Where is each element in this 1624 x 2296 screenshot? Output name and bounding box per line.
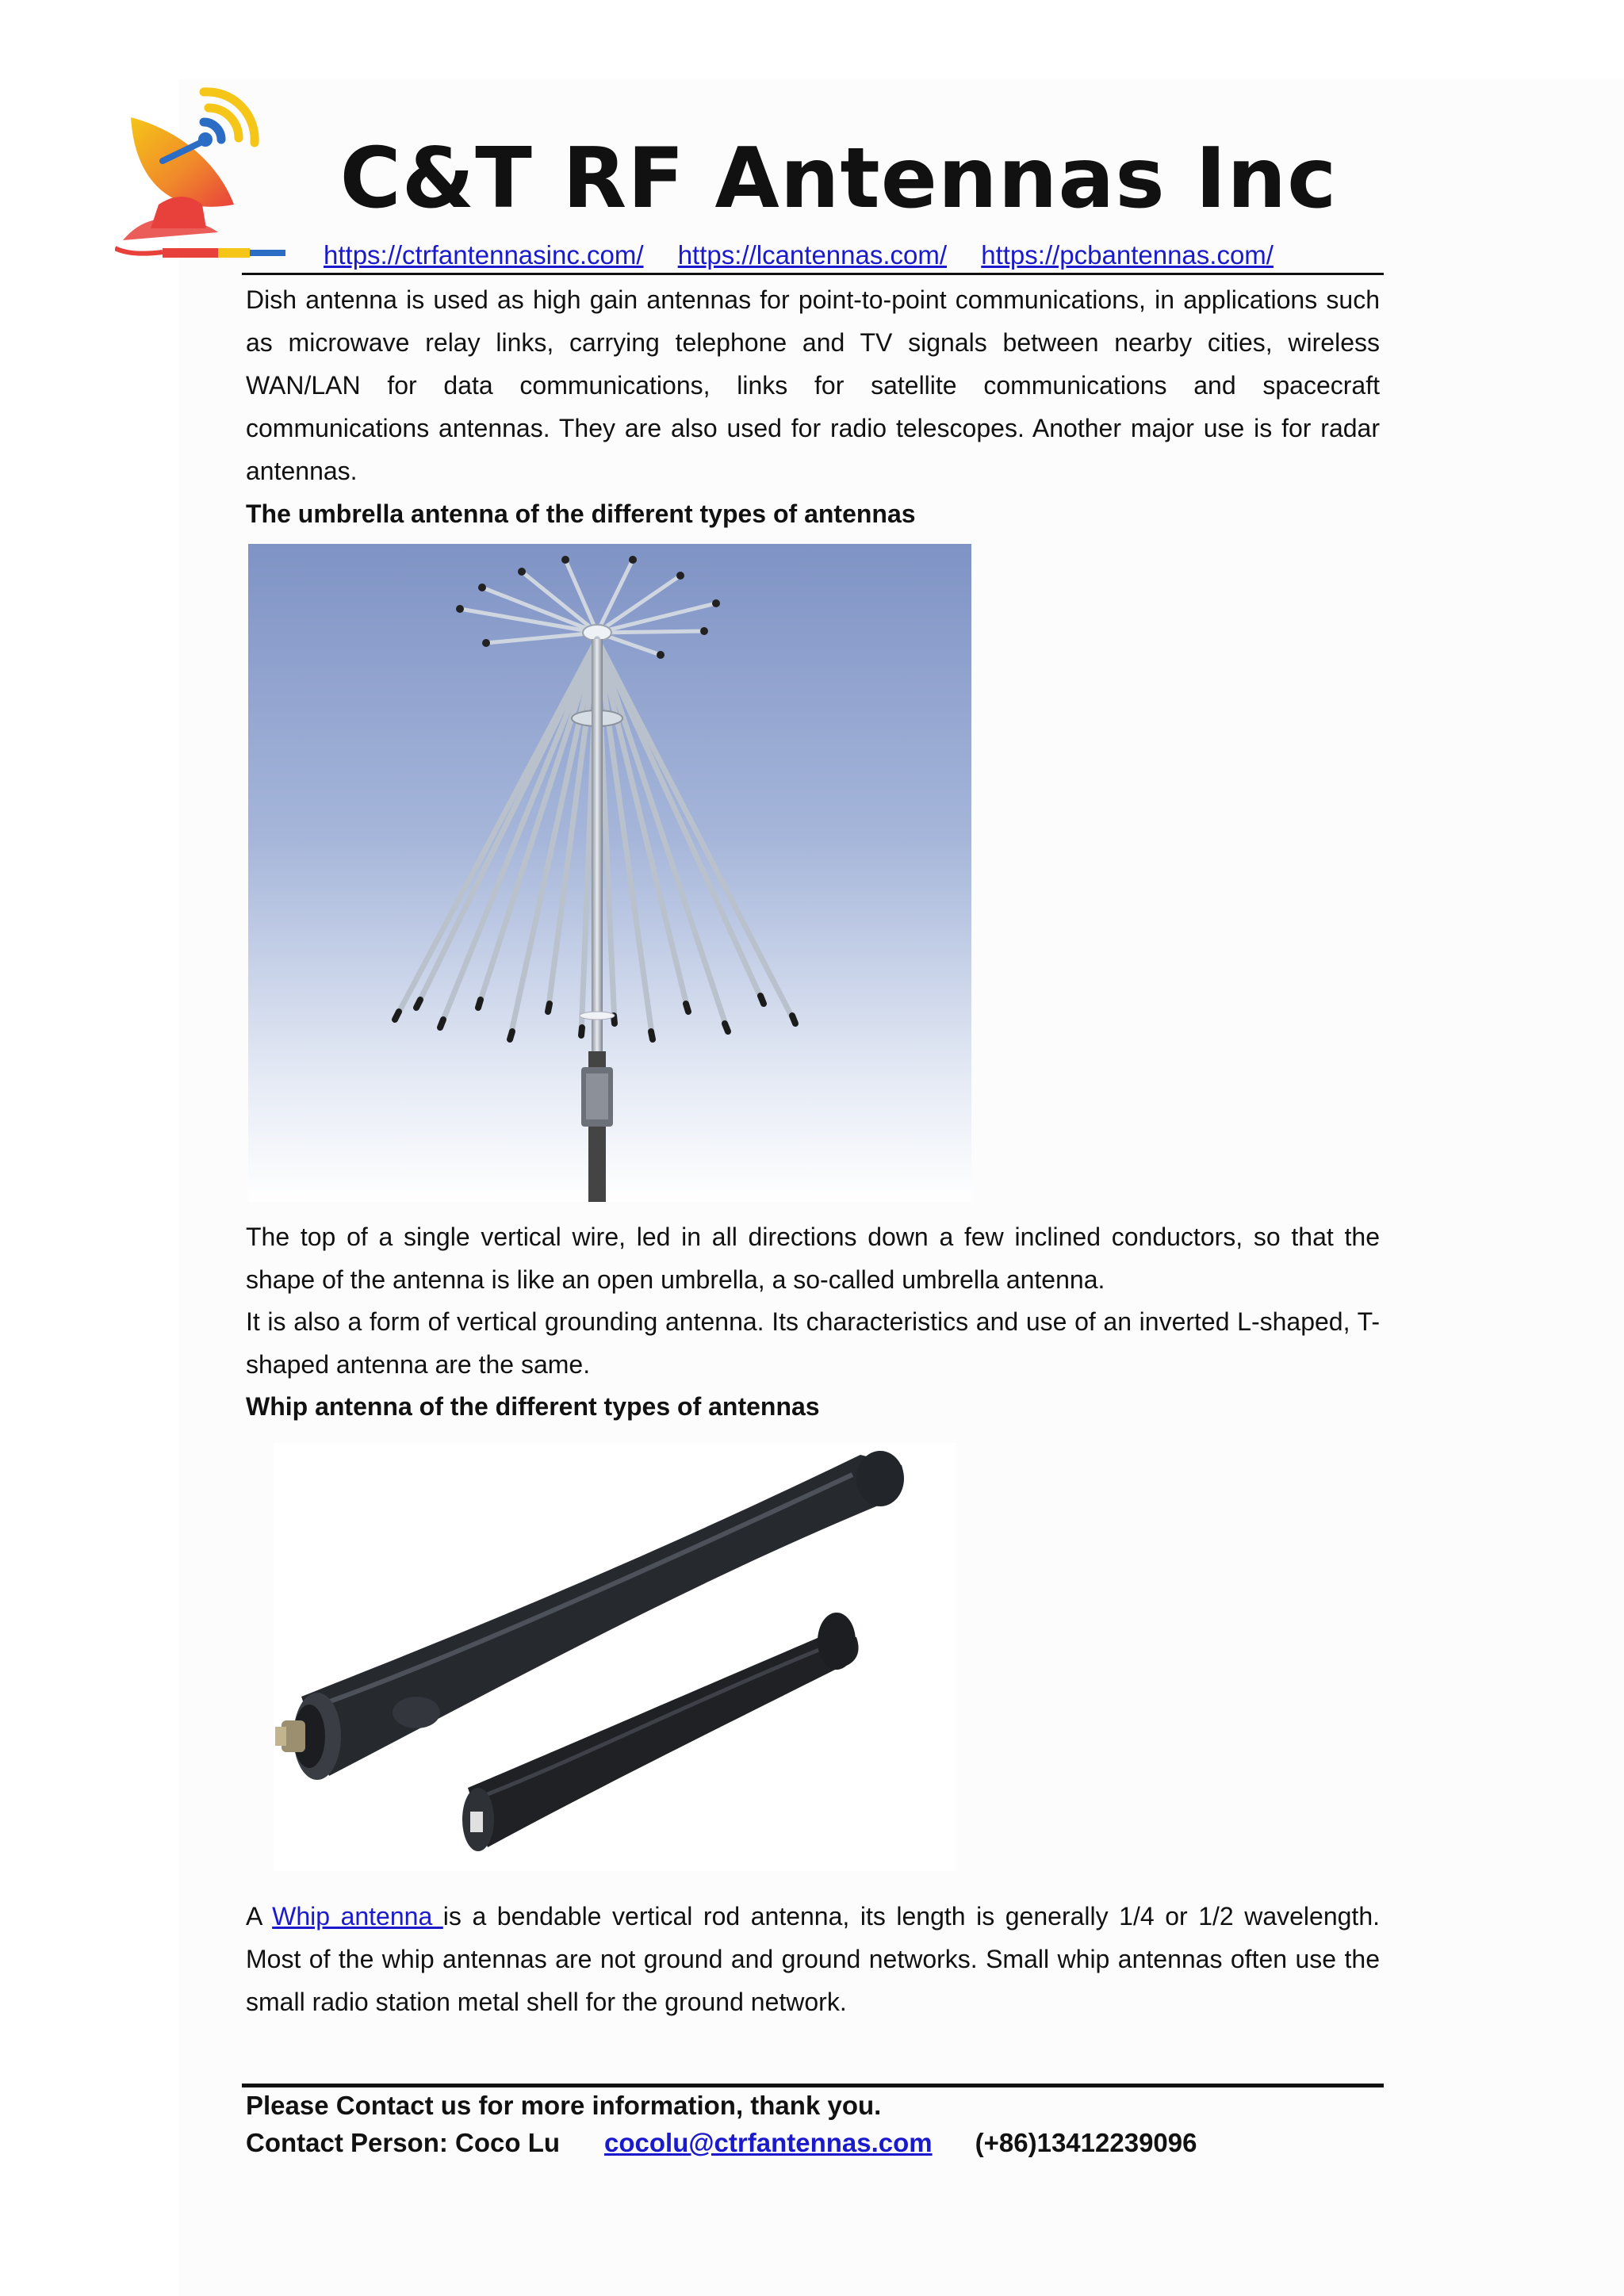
whip-antenna-link[interactable]: Whip antenna	[272, 1902, 443, 1931]
contact-email-link[interactable]: cocolu@ctrfantennas.com	[604, 2128, 933, 2157]
whip-antenna-heading: Whip antenna of the different types of antennas	[246, 1392, 820, 1421]
whip-paragraph	[246, 1895, 1380, 2023]
company-title: C&T RF Antennas Inc	[339, 130, 1338, 227]
contact-person-line	[246, 2124, 1380, 2161]
whip-antenna-image	[274, 1443, 956, 1871]
intro-paragraph: Dish antenna is used as high gain antennas for point-to-point communications, in applications such as microwave relay links, carrying telephone and TV signals between nearby cities, wireless WAN/LAN for data communications, links for satellite communications and spacecraft communications antennas. They are also used for radio telescopes. Another major use is for radar antennas.	[246, 285, 1380, 485]
header-link-pcbantennas[interactable]: https://pcbantennas.com/	[981, 240, 1274, 270]
footer-contact	[246, 2087, 1380, 2161]
umbrella-antenna-heading: The umbrella antenna of the different types of antennas	[246, 499, 916, 528]
contact-line: Please Contact us for more information, thank you.	[246, 2091, 882, 2120]
whip-paragraph-rest: is a bendable vertical rod antenna, its length is generally 1/4 or 1/2 wavelength. Most of the whip antennas are not ground and ground networks. Small whip antennas often use the small radio station metal shell for the ground network.	[246, 1902, 1381, 2016]
umbrella-paragraph-2: It is also a form of vertical grounding antenna. Its characteristics and use of an inverted L-shaped, T-shaped antenna are the same.	[246, 1307, 1380, 1379]
umbrella-antenna-image	[248, 544, 971, 1202]
header-link-ctrfantennasinc[interactable]: https://ctrfantennasinc.com/	[324, 240, 644, 270]
whip-paragraph-prefix: A	[246, 1902, 273, 1931]
header-divider	[242, 273, 1384, 275]
header-link-lcantennas[interactable]: https://lcantennas.com/	[677, 240, 948, 270]
umbrella-paragraph-1: The top of a single vertical wire, led in all directions down a few inclined conductors, so that the shape of the antenna is like an open umbrella, a so-called umbrella antenna.	[246, 1223, 1380, 1294]
contact-phone: (+86)13412239096	[975, 2128, 1197, 2157]
company-logo	[115, 86, 289, 280]
header-links	[324, 238, 1300, 273]
contact-person: Contact Person: Coco Lu	[246, 2128, 561, 2157]
